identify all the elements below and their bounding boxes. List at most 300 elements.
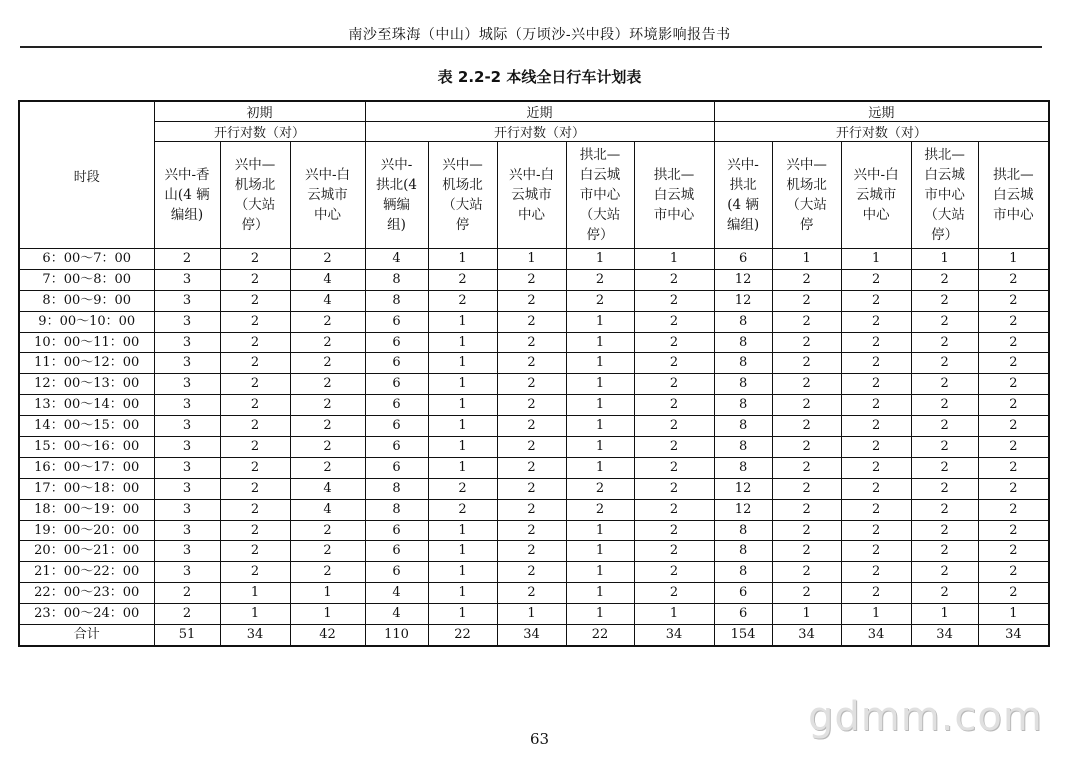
value-cell: 2 [497,416,566,437]
column-header [566,142,634,249]
value-cell: 8 [714,332,772,353]
value-cell: 8 [714,541,772,562]
column-header [841,142,911,249]
value-cell: 2 [841,332,911,353]
period-cell: 22：00～23：00 [19,583,154,604]
table-caption: 表 2.2-2 本线全日行车计划表 [437,68,642,86]
value-cell: 3 [154,437,220,458]
value-cell: 2 [634,541,714,562]
column-header-line: 编组) [726,217,760,233]
value-cell: 2 [978,269,1049,290]
document-header: 南沙至珠海（中山）城际（万顷沙-兴中段）环境影响报告书 [348,27,731,43]
value-cell: 3 [154,332,220,353]
value-cell: 1 [428,353,497,374]
value-cell: 2 [634,437,714,458]
period-cell: 18：00～19：00 [19,499,154,520]
value-cell: 2 [220,457,290,478]
value-cell: 2 [290,457,365,478]
value-cell: 3 [154,562,220,583]
value-cell: 4 [290,290,365,311]
value-cell: 2 [497,374,566,395]
value-cell: 2 [220,541,290,562]
table-row [19,353,1049,374]
value-cell: 2 [978,583,1049,604]
value-cell: 2 [497,311,566,332]
value-cell: 3 [154,520,220,541]
value-cell: 2 [911,311,978,332]
column-header-line: 编组) [170,207,204,223]
value-cell: 2 [772,395,841,416]
value-cell: 2 [154,583,220,604]
value-cell: 3 [154,416,220,437]
value-cell: 2 [911,395,978,416]
value-cell: 2 [772,269,841,290]
value-cell: 2 [978,437,1049,458]
value-cell: 2 [497,478,566,499]
value-cell: 2 [220,416,290,437]
value-cell: 2 [220,269,290,290]
value-cell: 2 [566,478,634,499]
value-cell: 2 [978,478,1049,499]
value-cell: 22 [566,625,634,646]
column-header-line: 兴中- [380,157,413,173]
value-cell: 2 [772,457,841,478]
value-cell: 2 [497,499,566,520]
value-cell: 8 [714,311,772,332]
value-cell: 34 [220,625,290,646]
value-cell: 2 [497,583,566,604]
value-cell: 6 [365,416,428,437]
period-cell: 6：00～7：00 [19,249,154,270]
value-cell: 2 [290,520,365,541]
table-row [19,332,1049,353]
table-row [19,457,1049,478]
value-cell: 2 [978,395,1049,416]
value-cell: 1 [290,604,365,625]
value-cell: 8 [714,374,772,395]
value-cell: 2 [220,290,290,311]
column-header-line: 市中心 [924,187,965,203]
value-cell: 2 [290,541,365,562]
value-cell: 3 [154,269,220,290]
value-cell: 2 [290,395,365,416]
table-row [19,249,1049,270]
value-cell: 2 [428,499,497,520]
value-cell: 2 [978,416,1049,437]
value-cell: 2 [566,499,634,520]
value-cell: 12 [714,269,772,290]
value-cell: 2 [772,583,841,604]
table-row [19,604,1049,625]
period-cell: 9：00～10：00 [19,311,154,332]
column-header-line: 兴中-白 [304,167,351,183]
value-cell: 2 [911,416,978,437]
value-cell: 2 [290,437,365,458]
phase-long-subheader: 开行对数（对） [714,122,1049,142]
value-cell: 1 [428,562,497,583]
value-cell: 2 [497,332,566,353]
value-cell: 6 [365,332,428,353]
value-cell: 4 [365,604,428,625]
value-cell: 2 [978,311,1049,332]
table-row [19,311,1049,332]
phase-long-header: 远期 [714,101,1049,122]
value-cell: 2 [497,541,566,562]
value-cell: 2 [911,332,978,353]
value-cell: 110 [365,625,428,646]
value-cell: 1 [428,437,497,458]
value-cell: 2 [428,478,497,499]
value-cell: 1 [566,311,634,332]
value-cell: 2 [772,520,841,541]
value-cell: 2 [634,416,714,437]
column-header-line: 兴中-香 [164,167,210,183]
column-header-line: 兴中— [442,157,483,173]
value-cell: 1 [566,332,634,353]
table-row [19,395,1049,416]
value-cell: 3 [154,374,220,395]
value-cell: 2 [220,499,290,520]
column-header [220,142,290,249]
column-header-line: 兴中-白 [508,167,555,183]
value-cell: 2 [911,353,978,374]
value-cell: 2 [772,290,841,311]
value-cell: 2 [911,478,978,499]
value-cell: 42 [290,625,365,646]
value-cell: 2 [428,290,497,311]
value-cell: 2 [911,290,978,311]
value-cell: 2 [220,395,290,416]
value-cell: 3 [154,290,220,311]
value-cell: 2 [634,311,714,332]
value-cell: 8 [714,395,772,416]
value-cell: 6 [714,583,772,604]
column-header-line: 白云城 [579,167,621,183]
column-header-line: 机场北 [442,177,483,193]
column-header-line: 市中心 [579,187,621,203]
column-header [428,142,497,249]
value-cell: 2 [978,520,1049,541]
value-cell: 2 [911,499,978,520]
value-cell: 2 [220,332,290,353]
value-cell: 2 [220,353,290,374]
table-row [19,499,1049,520]
value-cell: 1 [566,374,634,395]
value-cell: 2 [290,332,365,353]
value-cell: 2 [428,269,497,290]
value-cell: 3 [154,499,220,520]
period-cell: 10：00～11：00 [19,332,154,353]
value-cell: 6 [365,374,428,395]
value-cell: 2 [841,353,911,374]
value-cell: 6 [365,562,428,583]
phase-near-subheader: 开行对数（对） [365,122,714,142]
value-cell: 1 [428,583,497,604]
column-header [634,142,714,249]
value-cell: 2 [220,311,290,332]
value-cell: 1 [566,457,634,478]
value-cell: 2 [772,437,841,458]
value-cell: 8 [714,562,772,583]
value-cell: 2 [841,457,911,478]
value-cell: 2 [911,269,978,290]
value-cell: 2 [220,562,290,583]
value-cell: 3 [154,478,220,499]
value-cell: 51 [154,625,220,646]
value-cell: 2 [841,290,911,311]
value-cell: 2 [497,290,566,311]
phase-initial-header: 初期 [154,101,365,122]
value-cell: 1 [428,541,497,562]
value-cell: 8 [714,520,772,541]
value-cell: 2 [634,269,714,290]
column-header-line: 拱北(4 [376,177,417,193]
value-cell: 1 [428,249,497,270]
value-cell: 1 [220,604,290,625]
column-header-line: 中心 [314,207,341,223]
table-row [19,583,1049,604]
column-header-line: 市中心 [993,207,1034,223]
column-header [911,142,978,249]
value-cell: 1 [428,416,497,437]
value-cell: 6 [365,520,428,541]
value-cell: 2 [220,437,290,458]
value-cell: 2 [290,249,365,270]
column-header-line: 机场北 [786,177,827,193]
column-header [154,142,220,249]
value-cell: 1 [566,604,634,625]
value-cell: 2 [154,249,220,270]
column-header-line: 白云城 [653,187,695,203]
value-cell: 2 [978,353,1049,374]
value-cell: 2 [841,269,911,290]
value-cell: 6 [365,541,428,562]
value-cell: 34 [978,625,1049,646]
value-cell: 2 [220,520,290,541]
column-header [772,142,841,249]
value-cell: 1 [978,604,1049,625]
value-cell: 2 [566,290,634,311]
period-cell: 19：00～20：00 [19,520,154,541]
value-cell: 2 [911,562,978,583]
table-row [19,562,1049,583]
value-cell: 3 [154,541,220,562]
total-row [19,625,1049,646]
value-cell: 1 [566,541,634,562]
column-header-line: 停） [931,227,959,243]
value-cell: 2 [634,478,714,499]
column-header-line: 机场北 [234,177,276,193]
period-cell: 20：00～21：00 [19,541,154,562]
value-cell: 8 [714,416,772,437]
column-header-line: 停 [455,217,470,233]
value-cell: 3 [154,457,220,478]
value-cell: 2 [841,311,911,332]
column-header-line: (4 辆 [727,197,759,213]
value-cell: 2 [772,541,841,562]
column-header-line: 白云城 [924,167,965,183]
column-header-line: 兴中— [786,157,827,173]
column-header-line: 云城市 [855,187,897,203]
value-cell: 2 [497,562,566,583]
value-cell: 8 [714,353,772,374]
column-header-line: 拱北— [924,147,965,163]
value-cell: 1 [290,583,365,604]
column-header [978,142,1049,249]
value-cell: 8 [365,499,428,520]
column-header [714,142,772,249]
value-cell: 2 [978,290,1049,311]
value-cell: 2 [634,290,714,311]
value-cell: 2 [841,562,911,583]
period-cell: 14：00～15：00 [19,416,154,437]
column-header-line: 组) [387,217,406,233]
value-cell: 1 [566,395,634,416]
value-cell: 3 [154,311,220,332]
value-cell: 1 [772,249,841,270]
period-cell: 7：00～8：00 [19,269,154,290]
value-cell: 1 [428,395,497,416]
value-cell: 2 [220,249,290,270]
value-cell: 2 [154,604,220,625]
value-cell: 2 [497,269,566,290]
value-cell: 1 [428,311,497,332]
value-cell: 6 [365,311,428,332]
value-cell: 154 [714,625,772,646]
header-rule [20,46,1042,48]
table-row [19,374,1049,395]
column-header-line: 山(4 辆 [164,187,210,203]
column-header-line: （大站 [924,207,965,223]
value-cell: 6 [714,249,772,270]
value-cell: 2 [772,332,841,353]
value-cell: 1 [634,249,714,270]
value-cell: 2 [978,332,1049,353]
value-cell: 1 [634,604,714,625]
value-cell: 3 [154,395,220,416]
value-cell: 2 [772,499,841,520]
value-cell: 2 [911,437,978,458]
column-header-line: （大站 [442,197,483,213]
value-cell: 4 [365,583,428,604]
value-cell: 2 [978,541,1049,562]
value-cell: 2 [841,416,911,437]
value-cell: 2 [634,457,714,478]
value-cell: 2 [841,583,911,604]
value-cell: 2 [220,374,290,395]
value-cell: 1 [911,604,978,625]
value-cell: 1 [841,604,911,625]
value-cell: 1 [428,332,497,353]
column-header-line: （大站 [234,197,276,213]
value-cell: 2 [911,520,978,541]
value-cell: 2 [497,353,566,374]
value-cell: 2 [634,374,714,395]
value-cell: 1 [566,583,634,604]
value-cell: 2 [841,499,911,520]
value-cell: 2 [841,374,911,395]
value-cell: 2 [290,562,365,583]
value-cell: 8 [365,290,428,311]
column-header-line: 拱北— [653,167,695,183]
value-cell: 2 [497,437,566,458]
value-cell: 2 [772,353,841,374]
value-cell: 1 [566,437,634,458]
period-cell: 13：00～14：00 [19,395,154,416]
value-cell: 1 [772,604,841,625]
value-cell: 12 [714,290,772,311]
value-cell: 8 [365,269,428,290]
column-header-line: 停） [241,217,269,233]
value-cell: 2 [841,437,911,458]
period-cell: 16：00～17：00 [19,457,154,478]
table-row [19,416,1049,437]
value-cell: 2 [497,457,566,478]
column-header-line: 拱北— [993,167,1034,183]
value-cell: 2 [841,541,911,562]
page-number: 63 [529,730,550,748]
value-cell: 12 [714,499,772,520]
value-cell: 2 [290,374,365,395]
column-header [290,142,365,249]
value-cell: 1 [566,520,634,541]
value-cell: 34 [911,625,978,646]
column-header [497,142,566,249]
value-cell: 12 [714,478,772,499]
value-cell: 2 [772,478,841,499]
value-cell: 1 [566,416,634,437]
table-row [19,269,1049,290]
column-header-line: 拱北 [729,177,757,193]
period-header: 时段 [19,101,154,249]
column-header-line: 兴中- [727,157,759,173]
value-cell: 2 [911,457,978,478]
value-cell: 34 [634,625,714,646]
period-cell: 合计 [19,625,154,646]
column-header-line: 停 [799,217,814,233]
value-cell: 1 [428,604,497,625]
period-cell: 12：00～13：00 [19,374,154,395]
table-row [19,520,1049,541]
period-cell: 21：00～22：00 [19,562,154,583]
phase-near-header: 近期 [365,101,714,122]
watermark-logo: gdmm.com [808,694,1043,740]
value-cell: 1 [978,249,1049,270]
value-cell: 2 [634,332,714,353]
value-cell: 1 [497,604,566,625]
column-header-line: 辆编 [383,197,411,213]
value-cell: 1 [566,562,634,583]
value-cell: 4 [290,269,365,290]
value-cell: 2 [634,583,714,604]
column-header-line: 拱北— [579,147,621,163]
value-cell: 34 [497,625,566,646]
period-cell: 11：00～12：00 [19,353,154,374]
value-cell: 1 [566,249,634,270]
column-header-line: （大站 [579,207,621,223]
value-cell: 2 [772,416,841,437]
column-header-line: （大站 [786,197,827,213]
value-cell: 2 [290,311,365,332]
value-cell: 22 [428,625,497,646]
value-cell: 4 [365,249,428,270]
value-cell: 4 [290,499,365,520]
column-header-line: 兴中— [234,157,276,173]
value-cell: 2 [772,311,841,332]
period-cell: 15：00～16：00 [19,437,154,458]
value-cell: 2 [978,374,1049,395]
value-cell: 2 [634,562,714,583]
